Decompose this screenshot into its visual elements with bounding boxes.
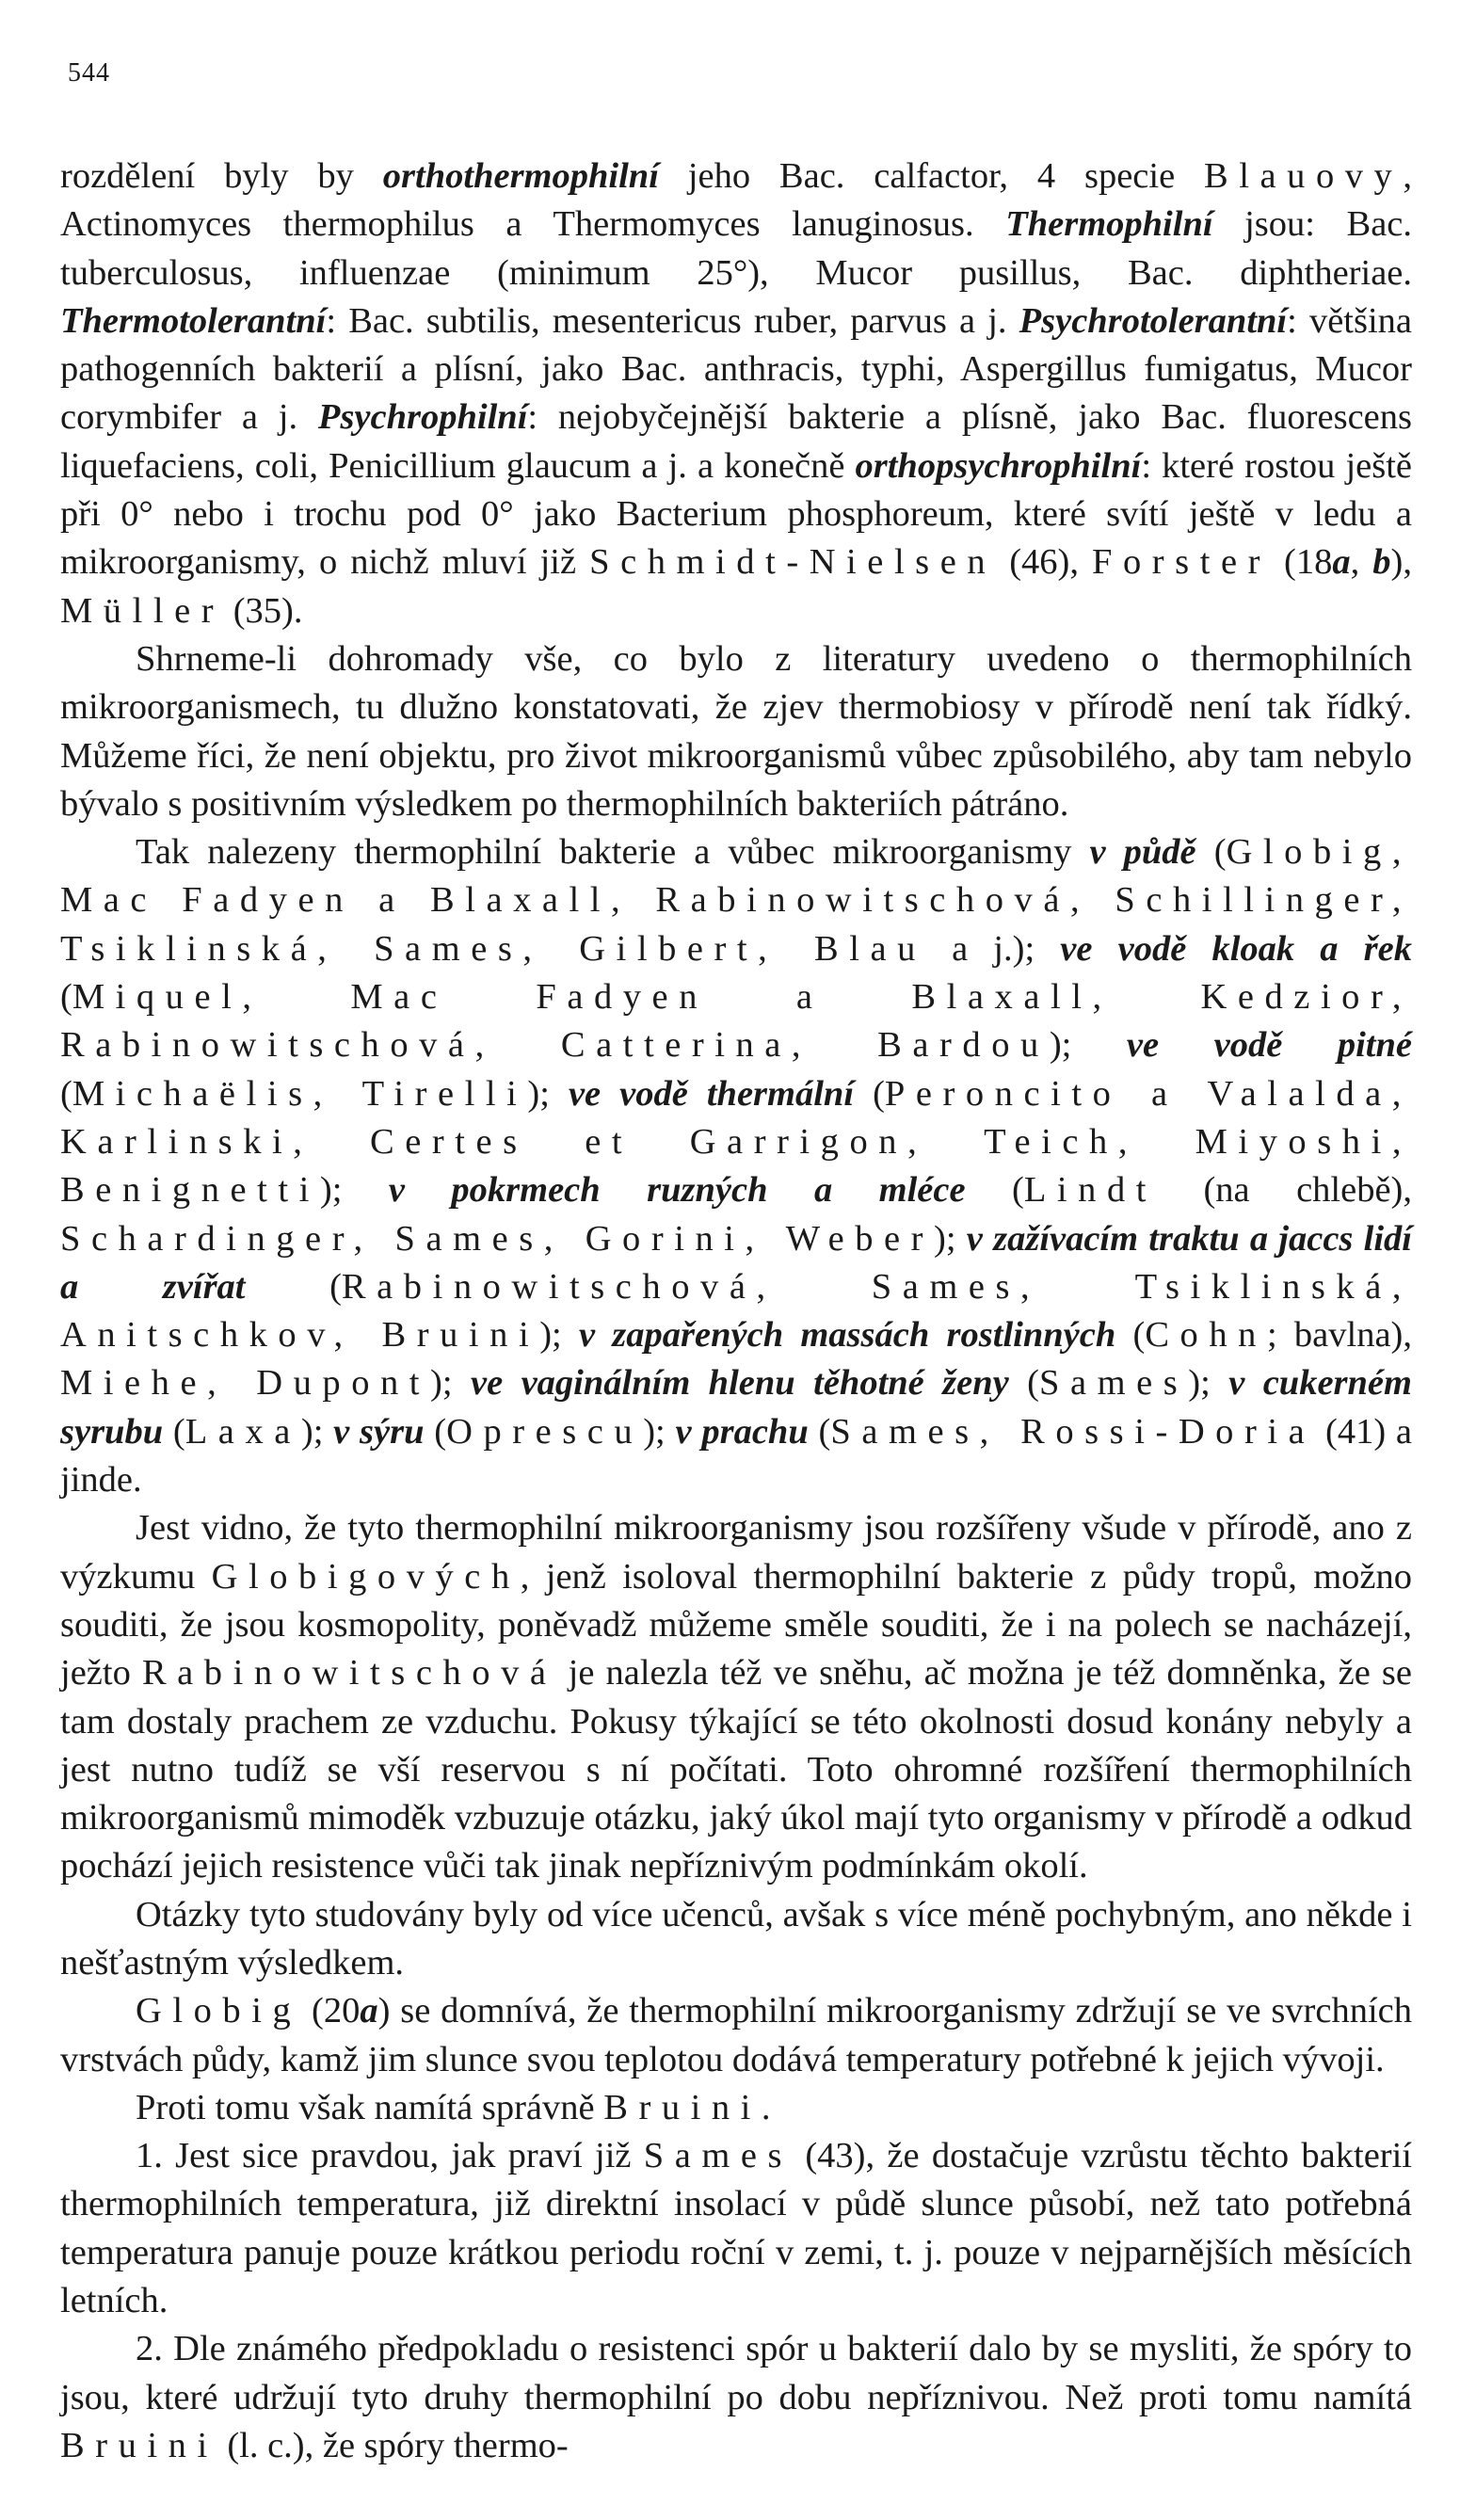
paragraph [60,2325,1412,2470]
italic-term: a [360,1991,378,2031]
text-run: ); [539,1315,579,1356]
text-run: ( [60,977,72,1018]
text-run: ; bavlna), [1266,1315,1412,1356]
italic-term: Thermotolerantní [60,300,327,341]
italic-term: v sýru [333,1411,425,1452]
italic-term: ve vodě thermální [568,1073,855,1114]
paragraph [60,2132,1412,2325]
text-run: ( [245,1266,342,1307]
italic-term: orthopsychrophilní [855,445,1142,486]
italic-term: Psychrophilní [317,397,528,438]
text-run: ); [527,1073,569,1114]
italic-term: b [1372,542,1391,583]
author-name: Bruini [60,2425,218,2465]
text-run: (18 [1270,542,1333,583]
text-run: ( [60,1073,72,1114]
italic-term: Thermophilní [1005,204,1213,245]
author-name: Müller [60,590,225,631]
author-name: Rabinowitschová [141,1653,557,1693]
body-text [60,152,1412,2470]
text-run: (na chlebě), [1157,1170,1412,1211]
italic-term: v zažívacím traktu a jaccs lidí a zvířat [60,1218,1412,1307]
italic-term: ve vaginálním hlenu těhotné ženy [470,1363,1009,1404]
text-run: Tak nalezeny thermophilní bakterie a vůbec mikroorganismy [136,832,1090,873]
paragraph [60,828,1412,1504]
italic-term: orthothermophilní [382,156,659,196]
text-run: ); [934,1218,967,1259]
author-name: Peroncito a Valalda, Karlinski, Certes et Garrigon, Teich, Miyoshi, Benignetti [60,1073,1412,1211]
italic-term: v půdě [1089,832,1196,873]
author-name: Rabinowitschová, Sames, Tsiklinská, Anitschkov, Bruini [60,1266,1413,1356]
text-run: (l. c.), že spóry thermo- [217,2425,569,2465]
paragraph [60,1891,1412,1988]
text-run: ), [1390,542,1412,583]
text-run: ); [430,1363,471,1404]
author-name: Globig, Mac Fadyen a Blaxall, Rabinowitschová, Schillinger, Tsiklinská, Sames, Gilbert, Blau [60,832,1412,969]
italic-term: v zapařených massách rostlinných [578,1315,1116,1356]
author-name: Globigových [211,1556,521,1597]
text-run: (41) a jinde. [60,1411,1412,1501]
author-name: Blauovy [1204,156,1404,196]
text-run: Shrneme-li dohromady vše, co bylo z literatury uvedeno o thermophilních mikroorganismech, tu dlužno konstatovati, že zjev thermobiosy v přírodě není tak řídký. Můžeme říci, že není objektu, pro život mikroorganismů vůbec způsobilého, aby tam nebylo bývalo s positivním výsledkem po thermophilních bakteriích pátráno. [60,638,1412,824]
text-run: , Actinomyces thermophilus a Thermomyces lanuginosus. [60,156,1412,245]
text-run: . [761,2087,771,2127]
text-run: ); [300,1411,334,1452]
text-run: : většina pathogenních bakterií a plísní, jako Bac. anthracis, typhi, Aspergillus fumigatus, Mucor corymbifer a j. [60,300,1412,438]
text-run: ) se domnívá, že thermophilní mikroorganismy zdržují se ve svrchních vrstvách půdy, kamž jim slunce svou teplotou dodává temperatury potřebné k jejich vývoji. [60,1991,1412,2079]
paragraph [60,152,1412,635]
text-run: ( [854,1073,885,1114]
text-run: : Bac. subtilis, mesentericus ruber, parvus a j. [326,300,1019,341]
text-run: Jest vidno, že tyto thermophilní mikroorganismy jsou rozšířeny všude v přírodě, ano z výzkumu [60,1508,1412,1597]
text-run: jsou: Bac. tuberculosus, influenzae (minimum 25°), Mucor pusillus, Bac. diphtheriae. [60,204,1413,293]
paragraph [60,1504,1412,1890]
page-number: 544 [68,58,110,88]
author-name: Lindt [1023,1170,1158,1211]
author-name: Cohn [1145,1315,1267,1356]
text-run: rozdělení byly by [60,156,383,196]
author-name: Globig [136,1991,302,2031]
text-run: (20 [301,1991,361,2031]
text-run: Proti tomu však namítá správně [136,2087,604,2127]
text-run: ( [163,1411,185,1452]
text-run: je nalezla též ve sněhu, ač možna je též domněnka, že se tam dostaly prachem ze vzduchu. Pokusy týkající se této okolnosti dosud konány nebyly a jest nutno tudíž se vší reservou s ní počítati. Toto ohromné rozšíření thermophilních mikroorganismů mimoděk vzbuzuje otázku, jaký úkol mají tyto organismy v přírodě a odkud pochází jejich resistence vůči tak jinak nepříznivým podmínkám okolí. [60,1653,1412,1886]
text-run: : které rostou ještě při 0° nebo i trochu pod 0° jako Bacterium phosphoreum, které svítí ještě v ledu a mikroorganismy, o nichž mluví již [60,445,1413,583]
author-name: Laxa [184,1411,301,1452]
text-run: ( [808,1411,831,1452]
text-run: (35). [224,590,303,631]
author-name: Schardinger, Sames, Gorini, Weber [60,1218,935,1259]
author-name: Forster [1092,542,1271,583]
text-run: , jenž isoloval thermophilní bakterie z půdy tropů, možno souditi, že jsou kosmopolity, poněvadž můžeme směle souditi, že i na polech se nacházejí, ježto [60,1556,1412,1693]
text-run: ( [1115,1315,1146,1356]
author-name: Sames, Rossi-Doria [830,1411,1316,1452]
text-run: ( [965,1170,1024,1211]
italic-term: v pokrmech ruzných a mléce [388,1170,966,1211]
italic-term: Psychrotolerantní [1019,300,1288,341]
text-run: 2. Dle známého předpokladu o resistenci spór u bakterií dalo by se mysliti, že spóry to jsou, které udržují tyto druhy thermophilní po dobu nepříznivou. Než proti tomu namítá [60,2329,1412,2417]
text-run: ( [1008,1363,1039,1404]
text-run: ); [1049,1025,1127,1066]
text-run: a j.); [925,928,1061,969]
italic-term: a [1332,542,1351,583]
text-run: 1. Jest sice pravdou, jak praví již [136,2136,644,2176]
author-name: Bruini [603,2087,762,2127]
author-name: Miehe, Dupont [60,1363,431,1404]
text-run: ); [1188,1363,1229,1404]
italic-term: v prachu [675,1411,809,1452]
paragraph [60,635,1412,828]
text-run: ( [424,1411,447,1452]
author-name: Miquel, Mac Fadyen a Blaxall, Kedzior, Rabinowitschová, Catterina, Bardou [60,977,1412,1066]
text-run: ( [1195,832,1227,873]
text-run: , [1350,542,1373,583]
text-run: Otázky tyto studovány byly od více učenců, avšak s více méně pochybným, ano někde i nešťastným výsledkem. [60,1894,1412,1982]
text-run: jeho Bac. calfactor, 4 specie [658,156,1205,196]
text-run: ); [319,1170,389,1211]
paragraph [60,2084,1412,2132]
paragraph [60,1987,1412,2084]
text-run: (46), [996,542,1093,583]
author-name: Sames [643,2136,794,2176]
text-run: (43), že dostačuje vzrůstu těchto bakterií thermophilních temperatura, již direktní insolací v půdě slunce působí, než tato potřebná temperatura panuje pouze krátkou periodu roční v zemi, t. j. pouze v nejparnějších měsících letních. [60,2136,1413,2321]
italic-term: v cukerném syrubu [60,1363,1412,1452]
author-name: Schmidt-Nielsen [589,542,997,583]
italic-term: ve vodě pitné [1126,1025,1412,1066]
author-name: Oprescu [446,1411,644,1452]
author-name: Michaëlis, Tirelli [72,1073,528,1114]
italic-term: ve vodě kloak a řek [1060,928,1412,969]
author-name: Sames [1038,1363,1189,1404]
text-run: : nejobyčejnější bakterie a plísně, jako Bac. fluorescens liquefaciens, coli, Penicillium glaucum a j. a konečně [60,397,1412,486]
text-run: ); [643,1411,676,1452]
